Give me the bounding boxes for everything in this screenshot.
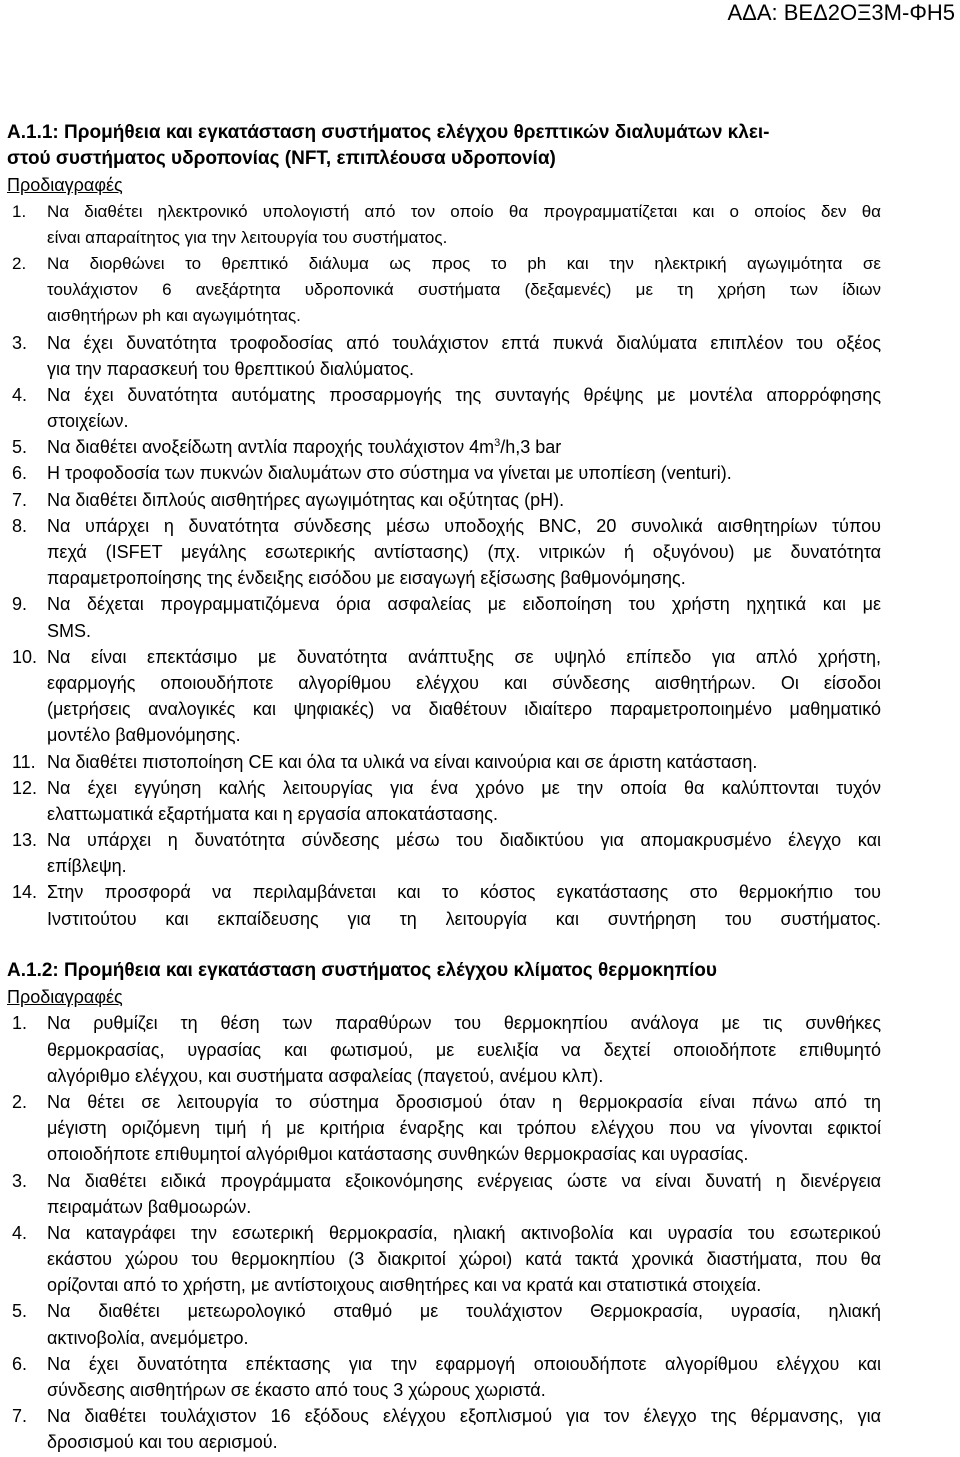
item-line: είναι απαραίτητος για την λειτουργία του συστήματος. <box>47 227 448 247</box>
item-line: εκάστου χώρου του θερμοκηπίου (3 διακριτοί χώροι) κατά τακτά χρονικά διαστήματα, που θα <box>47 1249 881 1270</box>
list-item <box>0 775 960 827</box>
superscript: 3 <box>494 437 501 450</box>
item-line: Να έχει δυνατότητα τροφοδοσίας από τουλάχιστον επτά πυκνά διαλύματα επιπλέον του οξέος <box>47 332 881 353</box>
item-number: 1. <box>12 201 27 221</box>
item-line: (μετρήσεις αναλογικές και ψηφιακές) να διαθέτουν ιδιαίτερο παραμετροποιημένο μαθηματικό <box>47 699 881 720</box>
list-item <box>0 1168 960 1220</box>
item-number: 7. <box>12 489 28 510</box>
list-item <box>0 460 960 486</box>
item-line: αλγόριθμο ελέγχου, και συστήματα ασφαλείας (παγετού, ανέμου κλπ). <box>47 1065 604 1086</box>
item-text <box>47 1351 881 1403</box>
list-item <box>0 487 960 513</box>
section-title-line: Α.1.1: Προμήθεια και εγκατάσταση συστήματος ελέγχου θρεπτικών διαλυμάτων κλει- <box>7 122 770 143</box>
item-line: για την παρασκευή του θρεπτικού διαλύματος. <box>47 358 415 379</box>
ada-code: ΑΔΑ: ΒΕΔ2ΟΞ3Μ-ΦΗ5 <box>727 0 955 25</box>
list-item <box>0 1220 960 1299</box>
item-text <box>47 513 881 592</box>
item-line: Να δέχεται προγραμματιζόμενα όρια ασφαλείας με ειδοποίηση του χρήστη ηχητικά και με <box>47 594 881 615</box>
item-number: 4. <box>12 384 28 405</box>
item-number: 3. <box>12 1170 28 1191</box>
item-line: Να διαθέτει ειδικά προγράμματα εξοικονόμησης ενέργειας ώστε να είναι δυνατή η διενέργεια <box>47 1170 881 1191</box>
spec-label: Προδιαγραφές <box>7 987 123 1008</box>
item-number: 4. <box>12 1222 28 1243</box>
item-text <box>47 591 881 643</box>
list-item <box>0 1010 960 1089</box>
item-text <box>47 434 881 460</box>
item-line: Να υπάρχει η δυνατότητα σύνδεσης μέσω του διαδικτύου για απομακρυσμένο έλεγχο και <box>47 830 881 851</box>
item-line: ακτινοβολία, ανεμόμετρο. <box>47 1327 249 1348</box>
item-line: πειραμάτων βαθμοωρών. <box>47 1196 252 1217</box>
item-text <box>47 879 881 931</box>
item-line: Η τροφοδοσία των πυκνών διαλυμάτων στο σύστημα να γίνεται με υποπίεση (venturi). <box>47 463 732 484</box>
spec-heading <box>0 984 960 1010</box>
item-number: 2. <box>12 1091 28 1112</box>
item-line: θερμοκρασίας, υγρασίας και φωτισμού, με ευελιξία να δεχτεί οποιοδήποτε επιθυμητό <box>47 1039 881 1060</box>
item-line: στοιχείων. <box>47 411 129 432</box>
item-line <box>47 434 881 460</box>
item-line: εφαρμογής οποιουδήποτε αλγορίθμου ελέγχου και σύνδεσης αισθητήρων. Οι είσοδοι <box>47 672 881 693</box>
list-item <box>0 1351 960 1403</box>
item-line: δροσισμού και του αερισμού. <box>47 1432 278 1453</box>
item-line: Να διαθέτει διπλούς αισθητήρες αγωγιμότητας και οξύτητας (pH). <box>47 489 565 510</box>
item-number: 9. <box>12 594 28 615</box>
item-text <box>47 330 881 382</box>
section-title: Α.1.2: Προμήθεια και εγκατάσταση συστήματος ελέγχου κλίματος θερμοκηπίου <box>7 960 717 981</box>
item-number: 1. <box>12 1013 28 1034</box>
item-line: Να είναι επεκτάσιμο με δυνατότητα ανάπτυξης σε υψηλό επίπεδο για απλό χρήστη, <box>47 646 881 667</box>
item-line: Να διαθέτει πιστοποίηση CE και όλα τα υλικά να είναι καινούρια και σε άριστη κατάσταση. <box>47 751 758 772</box>
item-number: 10. <box>12 646 38 667</box>
item-text-part: /h,3 bar <box>500 437 562 458</box>
item-text-part: Να διαθέτει ανοξείδωτη αντλία παροχής τουλάχιστον 4m <box>47 437 495 458</box>
list-item <box>0 199 960 251</box>
list-item <box>0 382 960 434</box>
item-line: σύνδεσης αισθητήρων σε έκαστο από τους 3 χώρους χωριστά. <box>47 1380 546 1400</box>
item-line: SMS. <box>47 620 92 641</box>
list-item <box>0 749 960 775</box>
item-number: 8. <box>12 515 28 536</box>
item-text <box>47 251 881 330</box>
item-text <box>47 827 881 879</box>
item-line: ελαττωματικά εξαρτήματα και η εργασία αποκατάστασης. <box>47 803 498 824</box>
item-line: αισθητήρων ph και αγωγιμότητας. <box>47 306 301 326</box>
item-text <box>47 1220 881 1299</box>
item-text <box>47 1403 881 1455</box>
item-line: Να ρυθμίζει τη θέση των παραθύρων του θερμοκηπίου ανάλογα με τις συνθήκες <box>47 1013 881 1034</box>
item-line: Ινστιτούτου και εκπαίδευσης για τη λειτουργία και συντήρηση του συστήματος. <box>47 908 881 929</box>
item-number: 5. <box>12 437 28 458</box>
item-text <box>47 749 881 775</box>
item-number: 13. <box>12 830 38 851</box>
list-item <box>0 330 960 382</box>
item-line: Να υπάρχει η δυνατότητα σύνδεσης μέσω υποδοχής BNC, 20 συνολικά αισθητηρίων τύπου <box>47 515 881 536</box>
item-text <box>47 1298 881 1350</box>
item-line: τουλάχιστον 6 ανεξάρτητα υδροπονικά συστήματα (δεξαμενές) με τη χρήση των ίδιων <box>47 280 881 300</box>
item-number: 14. <box>12 882 38 903</box>
item-number: 11. <box>12 751 36 772</box>
item-line: Να έχει δυνατότητα επέκτασης για την εφαρμογή οποιουδήποτε αλγορίθμου ελέγχου και <box>47 1353 881 1374</box>
item-number: 6. <box>12 1353 28 1374</box>
item-number: 3. <box>12 332 28 353</box>
item-line: ορίζονται από το χρήστη, με αντίστοιχους αισθητήρες και να κρατά και στατιστικά στοιχεία. <box>47 1275 762 1296</box>
list-item <box>0 1089 960 1168</box>
item-number: 12. <box>12 777 38 798</box>
list-item <box>0 879 960 931</box>
item-line: παραμετροποίησης της ένδειξης εισόδου με εισαγωγή εξίσωσης βαθμονόμησης. <box>47 568 686 589</box>
list-item <box>0 513 960 592</box>
item-text <box>47 1089 881 1168</box>
section-a-1-2 <box>0 958 960 1456</box>
list-item <box>0 591 960 643</box>
spec-label: Προδιαγραφές <box>7 175 123 196</box>
item-line: Να διαθέτει τουλάχιστον 16 εξόδους ελέγχου εξοπλισμού για τον έλεγχο της θέρμανσης, για <box>47 1406 881 1427</box>
list-item <box>0 1298 960 1350</box>
list-item <box>0 827 960 879</box>
list-item <box>0 644 960 749</box>
item-line: Να διαθέτει ηλεκτρονικό υπολογιστή από τον οποίο θα προγραμματίζεται και ο οποίος δεν θα <box>47 201 881 221</box>
item-text <box>47 382 881 434</box>
item-text <box>47 644 881 749</box>
item-line: Να θέτει σε λειτουργία το σύστημα δροσισμού όταν η θερμοκρασία είναι πάνω από τη <box>47 1091 881 1112</box>
item-text <box>47 487 881 513</box>
item-line: οποιοδήποτε επιθυμητοί αλγόριθμοι κατάστασης συνθηκών θερμοκρασίας και υγρασίας. <box>47 1144 749 1165</box>
item-text <box>47 199 881 251</box>
list-item <box>0 251 960 330</box>
item-line: επίβλεψη. <box>47 856 127 877</box>
item-line: μέγιστη οριζόμενη τιμή ή με κριτήρια έναρξης και τρόπου ελέγχου που να γίνονται εφικτοί <box>47 1118 881 1139</box>
item-number: 2. <box>12 253 27 273</box>
item-line: Στην προσφορά να περιλαμβάνεται και το κόστος εγκατάστασης στο θερμοκήπιο του <box>47 882 881 903</box>
item-line: Να διορθώνει το θρεπτικό διάλυμα ως προς το ph και την ηλεκτρική αγωγιμότητα σε <box>47 253 881 273</box>
item-text <box>47 775 881 827</box>
list-item <box>0 1403 960 1455</box>
item-line: Να έχει εγγύηση καλής λειτουργίας για ένα χρόνο με την οποία θα καλύπτονται τυχόν <box>47 777 881 798</box>
item-number: 7. <box>12 1406 28 1427</box>
item-line: Να διαθέτει μετεωρολογικό σταθμό με τουλάχιστον Θερμοκρασία, υγρασία, ηλιακή <box>47 1301 881 1322</box>
item-text <box>47 1168 881 1220</box>
item-line: πεχά (ISFET μεγάλης εσωτερικής αντίστασης) (πχ. νιτρικών ή οξυγόνου) με δυνατότητα <box>47 542 881 562</box>
item-number: 5. <box>12 1301 28 1322</box>
item-text <box>47 1010 881 1089</box>
list-item <box>0 434 960 460</box>
item-text <box>47 460 881 486</box>
item-line: μοντέλο βαθμονόμησης. <box>47 725 241 746</box>
item-line: Να καταγράφει την εσωτερική θερμοκρασία, ηλιακή ακτινοβολία και υγρασία του εσωτερικού <box>47 1222 881 1243</box>
item-line: Να έχει δυνατότητα αυτόματης προσαρμογής της συνταγής θρέψης με μοντέλα απορρόφησης <box>47 384 881 405</box>
section-title-line: στού συστήματος υδροπονίας (NFT, επιπλέουσα υδροπονία) <box>7 148 556 170</box>
section-a-1-1 <box>0 120 960 932</box>
item-number: 6. <box>12 463 28 484</box>
spec-heading <box>0 172 960 198</box>
